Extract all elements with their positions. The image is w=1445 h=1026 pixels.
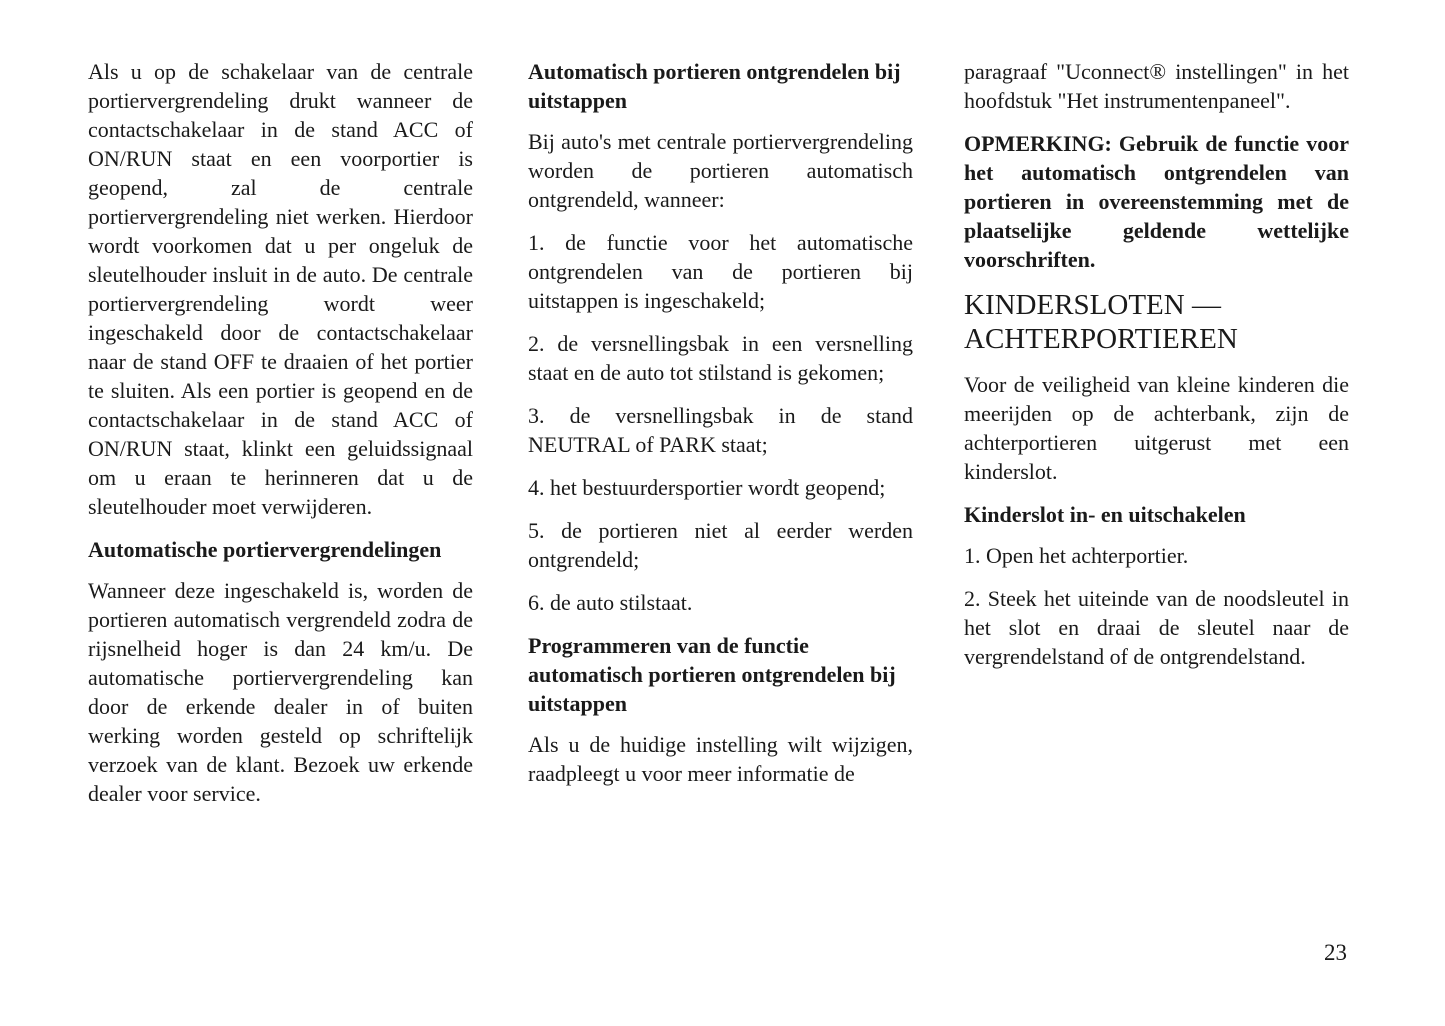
paragraph: 1. Open het achterportier. — [964, 543, 1189, 568]
paragraph: Wanneer deze ingeschakeld is, worden de portieren automatisch vergrendeld zodra de rijsnelheid hoger is dan 24 km/u. De automatische portiervergrendeling kan door de erkende dealer in of buiten werking worden gesteld op schriftelijk verzoek van de klant. Bezoek uw erkende dealer voor service. — [88, 578, 473, 806]
section-heading: Kinderslot in- en uitschakelen — [964, 502, 1246, 527]
paragraph: Als u de huidige instelling wilt wijzigen, raadpleegt u voor meer informatie de — [528, 732, 913, 786]
note-paragraph: OPMERKING: Gebruik de functie voor het automatisch ontgrendelen van portieren in overeenstemming met de plaatselijke geldende wettelijke voorschriften. — [964, 131, 1349, 272]
section-heading: Automatische portiervergrendelingen — [88, 537, 442, 562]
paragraph: 1. de functie voor het automatische ontgrendelen van de portieren bij uitstappen is ingeschakeld; — [528, 230, 913, 313]
text-column-1 — [88, 57, 473, 822]
text-column-2 — [528, 57, 913, 802]
paragraph: 5. de portieren niet al eerder werden ontgrendeld; — [528, 518, 913, 572]
paragraph: Voor de veiligheid van kleine kinderen die meerijden op de achterbank, zijn de achterportieren uitgerust met een kinderslot. — [964, 372, 1349, 484]
paragraph: Bij auto's met centrale portiervergrendeling worden de portieren automatisch ontgrendeld, wanneer: — [528, 129, 913, 212]
paragraph: 4. het bestuurdersportier wordt geopend; — [528, 475, 886, 500]
paragraph: 2. Steek het uiteinde van de noodsleutel in het slot en draai de sleutel naar de vergrendelstand of de ontgrendelstand. — [964, 586, 1349, 669]
paragraph: paragraaf "Uconnect® instellingen" in het hoofdstuk "Het instrumentenpaneel". — [964, 59, 1349, 113]
chapter-heading: KINDERSLOTEN — ACHTERPORTIEREN — [964, 289, 1238, 355]
paragraph: 6. de auto stilstaat. — [528, 590, 693, 615]
paragraph: 3. de versnellingsbak in de stand NEUTRAL of PARK staat; — [528, 403, 913, 457]
page-number: 23 — [1324, 940, 1347, 965]
paragraph: Als u op de schakelaar van de centrale portiervergrendeling drukt wanneer de contactschakelaar in de stand ACC of ON/RUN staat en een voorportier is geopend, zal de centrale portiervergrendeling niet werken. Hierdoor wordt voorkomen dat u per ongeluk de sleutelhouder insluit in de auto. De centrale portiervergrendeling wordt weer ingeschakeld door de contactschakelaar naar de stand OFF te draaien of het portier te sluiten. Als een portier is geopend en de contactschakelaar in de stand ACC of ON/RUN staat, klinkt een geluidssignaal om u eraan te herinneren dat u de sleutelhouder moet verwijderen. — [88, 59, 473, 519]
section-heading: Automatisch portieren ontgrendelen bij uitstappen — [528, 59, 901, 113]
paragraph: 2. de versnellingsbak in een versnelling staat en de auto tot stilstand is gekomen; — [528, 331, 913, 385]
section-heading: Programmeren van de functie automatisch portieren ontgrendelen bij uitstappen — [528, 633, 896, 716]
text-column-3 — [964, 57, 1349, 685]
